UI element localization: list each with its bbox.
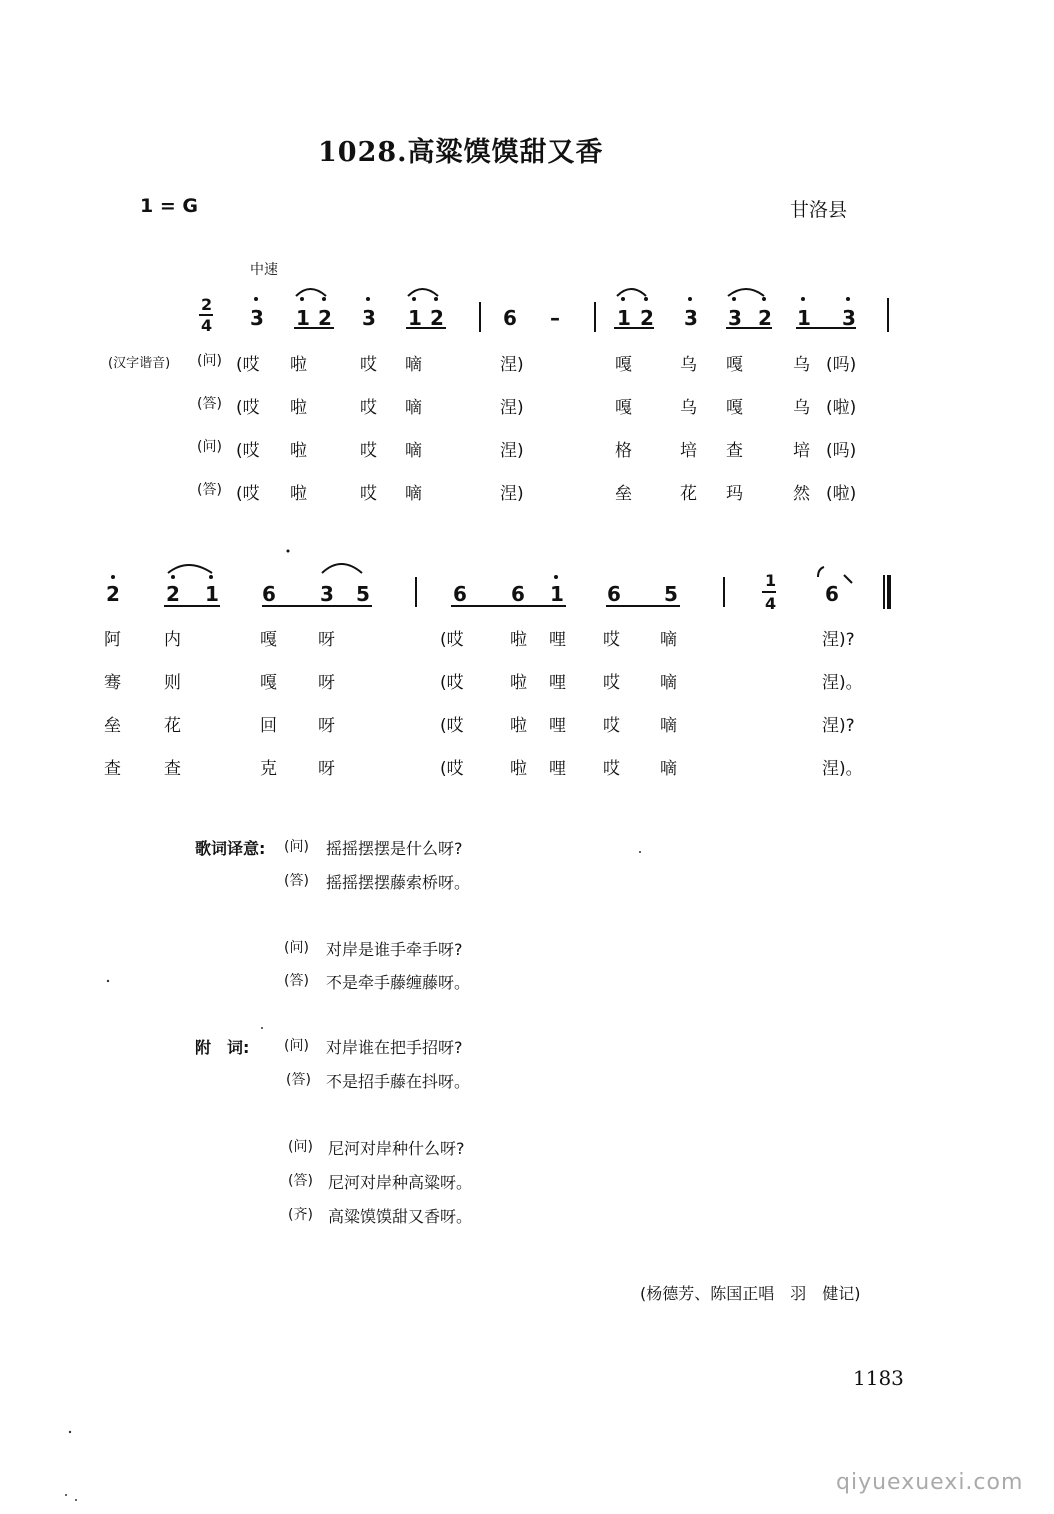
syllable: 啦 [290,484,307,504]
note: 5 [356,582,370,606]
syllable: 呀 [318,716,335,736]
syllable: (哎 [236,484,260,504]
appendix-line: 尼河对岸种什么呀? [328,1139,465,1158]
transliteration-label: (汉字谐音) [108,356,171,371]
note: 2 [106,582,120,606]
note: 5 [664,582,678,606]
key-signature: 1 = G [140,195,198,217]
syllable: 嘀 [405,398,422,418]
role-label: (问) [197,439,222,455]
syllable: 呀 [318,630,335,650]
syllable: 嘀 [405,355,422,375]
syllable: 嘀 [660,716,677,736]
role-label: (问) [197,353,222,369]
syllable: (哎 [440,759,464,779]
song-title: 1028.高粱馍馍甜又香 [318,137,604,168]
syllable: (哎 [440,716,464,736]
syllable: 嘎 [726,398,743,418]
syllable: 涅) [500,398,524,418]
note: 1 [408,306,422,330]
note: 2 [318,306,332,330]
syllable: 呀 [318,673,335,693]
syllable: 嘀 [405,484,422,504]
syllable: 哎 [603,716,620,736]
syllable: (啦) [826,398,857,418]
syllable: 嘎 [726,355,743,375]
syllable: 涅) [500,441,524,461]
syllable: (啦) [826,484,857,504]
appendix-role: (问) [284,1038,309,1054]
syllable: (哎 [236,355,260,375]
syllable: 玛 [726,484,743,504]
appendix-role: (答) [286,1072,311,1088]
note: 1 [797,306,811,330]
syllable: 阿 [104,630,121,650]
appendix-role: (齐) [288,1207,313,1223]
syllable: 骞 [104,673,121,693]
syllable: 嘀 [405,441,422,461]
syllable: 格 [615,441,632,461]
appendix-line: 尼河对岸种高粱呀。 [328,1173,473,1192]
syllable: 哩 [549,673,566,693]
note: 2 [640,306,654,330]
note: 1 [550,582,564,606]
syllable: 啦 [510,759,527,779]
role-label: (答) [197,396,222,412]
appendix-role: (问) [288,1139,313,1155]
syllable: 哎 [360,398,377,418]
tempo-marking: 中速 [250,262,278,278]
syllable: 查 [104,759,121,779]
syllable: 然 [793,484,810,504]
appendix-line: 对岸谁在把手招呀? [326,1038,463,1057]
syllable: 哎 [360,484,377,504]
note: 1 [296,306,310,330]
note: 1 [205,582,219,606]
syllable: 嘎 [615,398,632,418]
translation-label: 歌词译意: [195,839,266,858]
syllable: 啦 [290,355,307,375]
time-signature-top: 2 [201,295,213,314]
syllable: 啦 [290,441,307,461]
syllable: 克 [260,759,277,779]
note: 3 [842,306,856,330]
syllable: 啦 [510,630,527,650]
syllable: (哎 [236,398,260,418]
note: 3 [320,582,334,606]
syllable: (哎 [440,673,464,693]
appendix-line: 不是招手藤在抖呀。 [326,1072,471,1091]
translation-role: (问) [284,940,309,956]
syllable: (吗) [826,441,857,461]
note-dash: – [550,306,560,330]
translation-line: 摇摇摆摆是什么呀? [326,839,463,858]
syllable: 嘀 [660,673,677,693]
syllable: 花 [164,716,181,736]
syllable: 哎 [603,759,620,779]
note: 3 [684,306,698,330]
note: 2 [430,306,444,330]
syllable: 嘎 [260,673,277,693]
syllable: 涅) [500,484,524,504]
note: 6 [453,582,467,606]
translation-line: 摇摇摆摆藤索桥呀。 [326,873,471,892]
note: 1 [617,306,631,330]
syllable: (吗) [826,355,857,375]
note: 2 [166,582,180,606]
syllable: 垒 [615,484,632,504]
translation-role: (问) [284,839,309,855]
syllable: 啦 [510,716,527,736]
syllable: 嘎 [615,355,632,375]
time-signature-bottom: 4 [201,316,213,335]
note: 3 [250,306,264,330]
syllable: 则 [164,673,181,693]
syllable: 呀 [318,759,335,779]
syllable: 啦 [510,673,527,693]
note: 6 [503,306,517,330]
role-label: (答) [197,482,222,498]
syllable: 回 [260,716,277,736]
note: 6 [607,582,621,606]
time-signature-bottom: 4 [765,594,777,613]
syllable: 嘀 [660,630,677,650]
syllable: 培 [680,441,697,461]
performer-credit: (杨德芳、陈国正唱 羽 健记) [640,1284,861,1303]
time-signature-top: 1 [765,571,777,590]
translation-line: 对岸是谁手牵手呀? [326,940,463,959]
note: 2 [758,306,772,330]
site-watermark: qiyuexuexi.com [836,1470,1024,1495]
syllable: 内 [164,630,181,650]
note: 6 [262,582,276,606]
syllable: 查 [164,759,181,779]
syllable: 哩 [549,759,566,779]
syllable: 嘀 [660,759,677,779]
syllable: 嘎 [260,630,277,650]
syllable: (哎 [440,630,464,650]
syllable: 哎 [360,355,377,375]
syllable: 哩 [549,630,566,650]
syllable: 花 [680,484,697,504]
appendix-role: (答) [288,1173,313,1189]
syllable: (哎 [236,441,260,461]
translation-role: (答) [284,873,309,889]
syllable: 乌 [793,355,810,375]
syllable: 乌 [793,398,810,418]
syllable: 啦 [290,398,307,418]
syllable: 涅)。 [822,759,863,779]
note: 3 [362,306,376,330]
syllable: 涅) [500,355,524,375]
syllable: 涅)。 [822,673,863,693]
syllable: 培 [793,441,810,461]
syllable: 乌 [680,355,697,375]
syllable: 查 [726,441,743,461]
syllable: 涅)? [822,716,855,736]
note: 3 [728,306,742,330]
syllable: 涅)? [822,630,855,650]
appendix-line: 高粱馍馍甜又香呀。 [328,1207,473,1226]
page-number: 1183 [853,1366,904,1390]
syllable: 哎 [603,673,620,693]
translation-line: 不是牵手藤缠藤呀。 [326,973,471,992]
translation-role: (答) [284,973,309,989]
note: 6 [825,582,839,606]
syllable: 垒 [104,716,121,736]
region-label: 甘洛县 [790,199,848,221]
syllable: 哎 [603,630,620,650]
syllable: 哩 [549,716,566,736]
appendix-label: 附 词: [195,1038,250,1057]
syllable: 乌 [680,398,697,418]
syllable: 哎 [360,441,377,461]
note: 6 [511,582,525,606]
